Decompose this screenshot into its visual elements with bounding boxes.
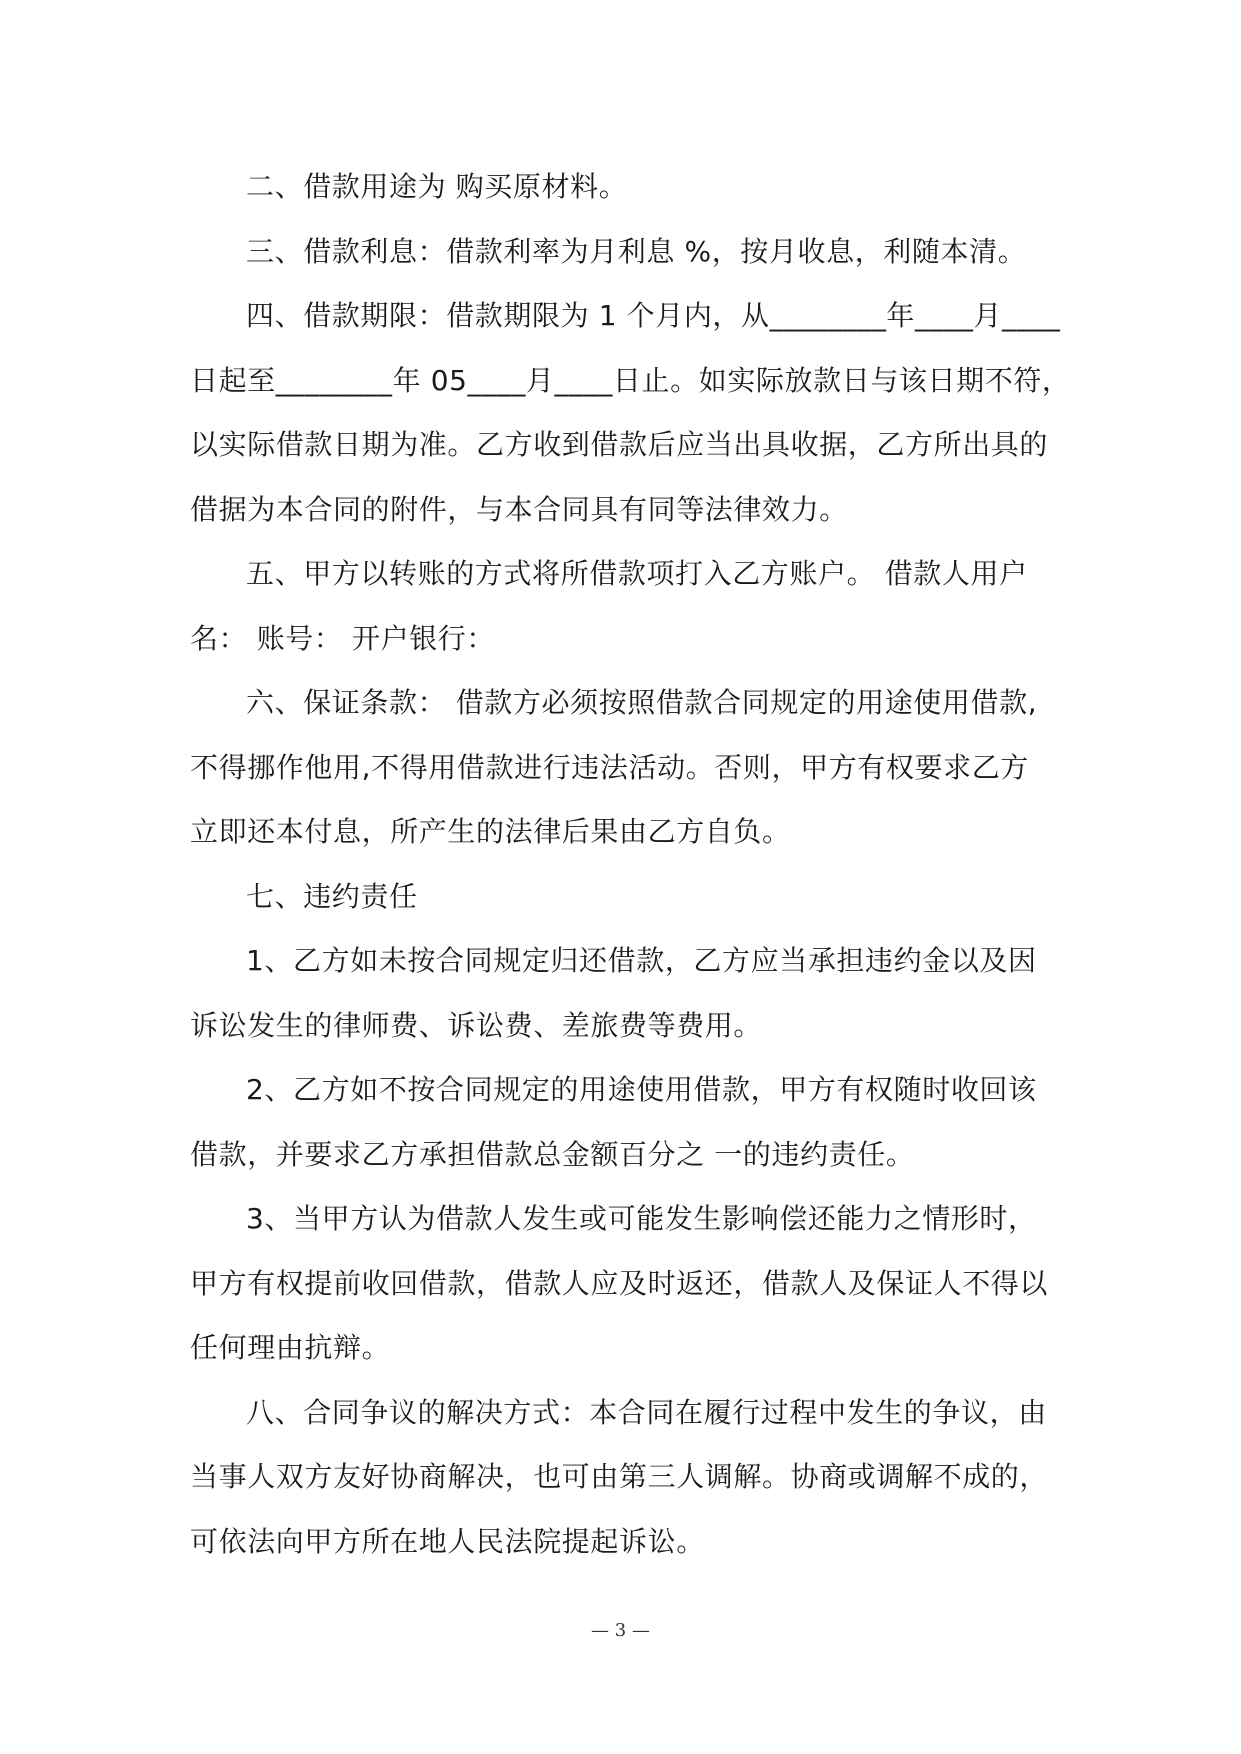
contract-line: 2、乙方如不按合同规定的用途使用借款，甲方有权随时收回该 [246, 1073, 1037, 1106]
contract-line: 二、借款用途为 购买原材料。 [246, 170, 628, 203]
contract-line: 七、违约责任 [246, 879, 418, 913]
contract-body [190, 155, 1070, 1574]
contract-line: 当事人双方友好协商解决，也可由第三人调解。协商或调解不成的， [190, 1460, 1049, 1493]
contract-line: 八、合同争议的解决方式：本合同在履行过程中发生的争议，由 [246, 1395, 1047, 1429]
contract-line: 六、保证条款： 借款方必须按照借款合同规定的用途使用借款, [246, 686, 1038, 719]
contract-line: 诉讼发生的律师费、诉讼费、差旅费等费用。 [190, 1008, 763, 1042]
contract-line: 日起至________年 05____月____日止。如实际放款日与该日期不符， [190, 363, 1071, 397]
contract-line: 名： 账号： 开户银行： [190, 621, 496, 655]
contract-line: 不得挪作他用,不得用借款进行违法活动。否则，甲方有权要求乙方 [190, 750, 1029, 784]
contract-line: 三、借款利息：借款利率为月利息 %，按月收息，利随本清。 [246, 234, 1027, 268]
contract-line: 任何理由抗辩。 [190, 1331, 391, 1364]
contract-line: 五、甲方以转账的方式将所借款项打入乙方账户。 借款人用户 [246, 557, 1028, 590]
contract-line: 可依法向甲方所在地人民法院提起诉讼。 [190, 1524, 705, 1558]
contract-line: 借据为本合同的附件，与本合同具有同等法律效力。 [190, 492, 848, 526]
contract-line: 甲方有权提前收回借款，借款人应及时返还，借款人及保证人不得以 [190, 1266, 1049, 1300]
contract-line: 1、乙方如未按合同规定归还借款，乙方应当承担违约金以及因 [246, 944, 1037, 977]
contract-line: 借款，并要求乙方承担借款总金额百分之 一的违约责任。 [190, 1137, 915, 1171]
contract-line: 立即还本付息，所产生的法律后果由乙方自负。 [190, 815, 791, 848]
page-number: — 3 — [591, 1620, 650, 1641]
contract-line: 3、当甲方认为借款人发生或可能发生影响偿还能力之情形时， [246, 1202, 1037, 1235]
contract-line: 以实际借款日期为准。乙方收到借款后应当出具收据，乙方所出具的 [190, 428, 1049, 461]
contract-line: 四、借款期限：借款期限为 1 个月内，从________年____月____ [246, 299, 1061, 332]
